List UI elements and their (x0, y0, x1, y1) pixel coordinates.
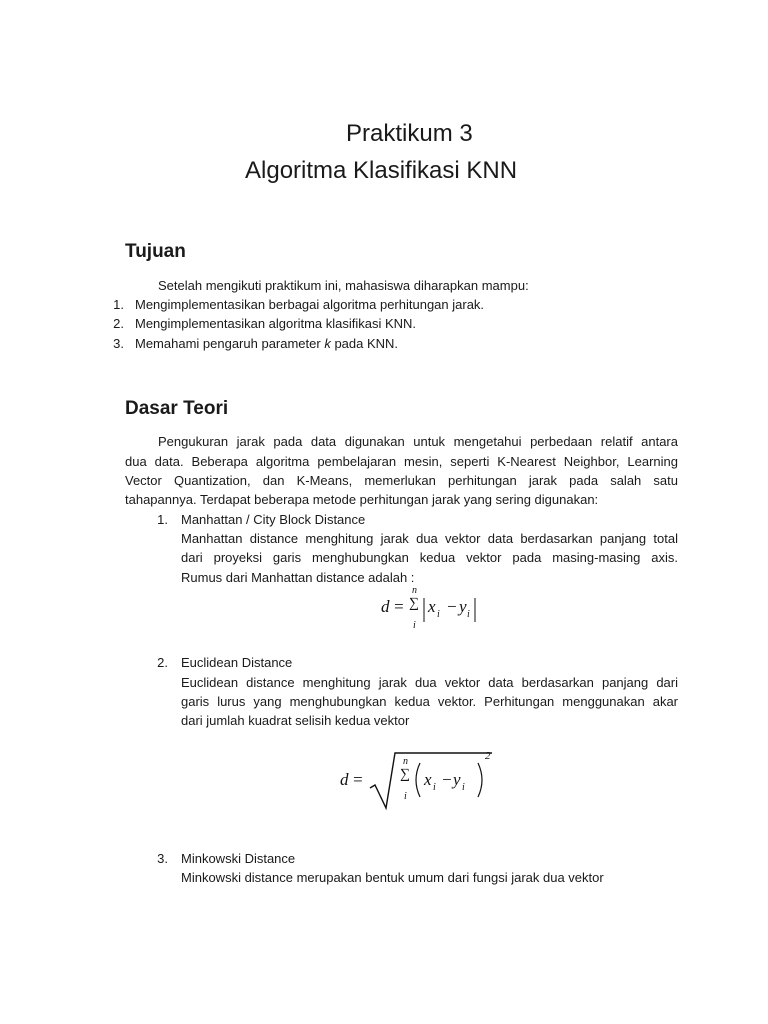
method-number: 3. (157, 851, 168, 866)
paragraph-line: dua data. Beberapa algoritma pembelajaran mesin, seperti K-Nearest Neighbor, Learning (125, 454, 678, 469)
list-item-number: 1. (113, 297, 124, 312)
formula-lhs: d (381, 597, 390, 616)
list-item-number: 2. (113, 316, 124, 331)
list-item-number: 3. (113, 336, 124, 351)
formula-y: y (459, 597, 467, 616)
formula-x: x (424, 770, 432, 789)
paragraph-line: Vector Quantization, dan K-Means, memerlukan perhitungan jarak pada salah satu (125, 473, 678, 488)
list-item-text-after: pada KNN. (330, 336, 399, 351)
paragraph-line: tahapannya. Terdapat beberapa metode perhitungan jarak yang sering digunakan: (125, 492, 599, 507)
formula-power: 2 (485, 750, 491, 762)
section-heading-tujuan: Tujuan (125, 241, 186, 262)
sum-lower-limit: i (413, 620, 416, 631)
method-desc-line: Euclidean distance menghitung jarak dua vektor data berdasarkan panjang dari (181, 675, 678, 690)
page-title-line-2: Algoritma Klasifikasi KNN (245, 157, 518, 184)
method-desc-line: Minkowski distance merupakan bentuk umum dari fungsi jarak dua vektor (181, 870, 604, 885)
section-heading-dasar-teori: Dasar Teori (125, 398, 229, 419)
euclidean-formula (338, 748, 498, 812)
formula-y-sub: i (467, 609, 470, 620)
summation-icon: ∑ (409, 596, 419, 611)
method-desc-line: Rumus dari Manhattan distance adalah : (181, 570, 415, 585)
formula-x-sub: i (433, 782, 436, 793)
formula-y: y (453, 770, 461, 789)
parentheses-icon (338, 748, 498, 812)
tujuan-intro: Setelah mengikuti praktikum ini, mahasiswa diharapkan mampu: (158, 278, 529, 293)
paragraph-line: Pengukuran jarak pada data digunakan untuk mengetahui perbedaan relatif antara (158, 434, 678, 449)
method-desc-line: Manhattan distance menghitung jarak dua vektor data berdasarkan panjang total (181, 531, 678, 546)
formula-x-sub: i (437, 609, 440, 620)
parameter-k: k (324, 336, 331, 351)
formula-equals: = (352, 770, 364, 789)
formula-minus: − (446, 597, 458, 616)
sum-lower-limit: i (404, 791, 407, 802)
formula-minus: − (441, 770, 453, 789)
list-item-text: Mengimplementasikan algoritma klasifikasi KNN. (135, 316, 417, 331)
list-item-text-before: Memahami pengaruh parameter (135, 336, 325, 351)
page-title-line-1: Praktikum 3 (346, 120, 473, 147)
method-title: Minkowski Distance (181, 851, 296, 866)
summation-icon: ∑ (400, 767, 410, 782)
sum-upper-limit: n (412, 585, 417, 596)
formula-lhs: d (340, 770, 349, 789)
method-desc-line: dari proyeksi garis menghubungkan kedua vektor pada masing-masing axis. (181, 550, 678, 565)
sum-upper-limit: n (403, 756, 408, 767)
method-title: Euclidean Distance (181, 655, 293, 670)
method-title: Manhattan / City Block Distance (181, 512, 366, 527)
list-item-text (135, 334, 398, 353)
method-desc-line: dari jumlah kuadrat selisih kedua vektor (181, 713, 410, 728)
manhattan-formula (378, 585, 488, 633)
method-number: 1. (157, 512, 168, 527)
list-item-text: Mengimplementasikan berbagai algoritma perhitungan jarak. (135, 297, 485, 312)
formula-y-sub: i (462, 782, 465, 793)
method-desc-line: garis lurus yang menghubungkan kedua vektor. Perhitungan menggunakan akar (181, 694, 678, 709)
formula-x: x (428, 597, 436, 616)
method-number: 2. (157, 655, 168, 670)
formula-equals: = (393, 597, 405, 616)
